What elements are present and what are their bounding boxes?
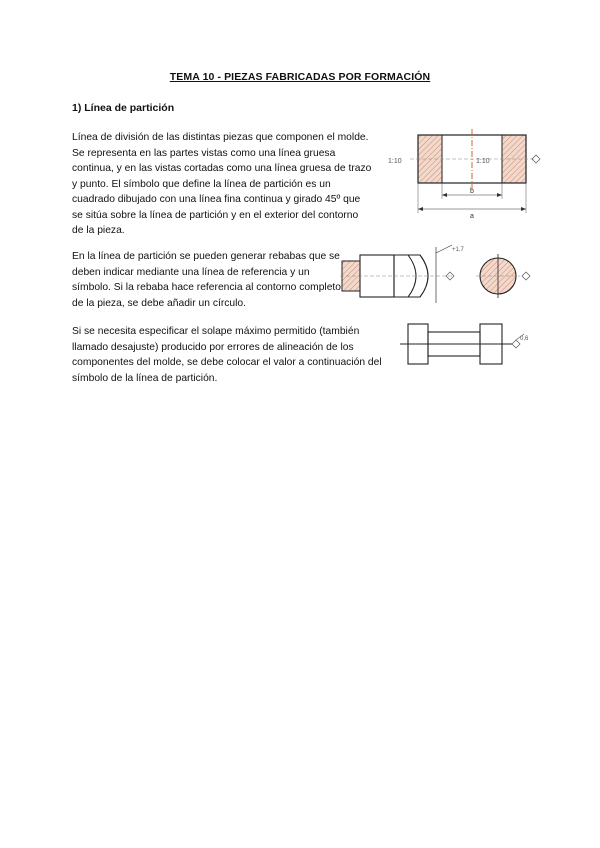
offset-figure (400, 318, 535, 368)
label-scale-left: 1:10 (388, 158, 402, 165)
paragraph-flash: En la línea de partición se pueden generar rebabas que se deben indicar mediante una línea de referencia y un símbolo. Si la rebaba hace referencia al contorno completo de la pieza, se debe añadir un círculo. (72, 251, 342, 309)
dimension-b: b (470, 188, 474, 195)
label-scale-center: 1:10 (476, 158, 490, 165)
paragraph-definition: Línea de división de las distintas piezas que componen el molde. Se representa en las partes vistas como una línea gruesa continua, y en las vistas cortadas como una línea gruesa de trazo y punto. El símbolo que define la línea de partición es un cuadrado dibujado con una línea fina continua y girado 45º que se sitúa sobre la línea de partición y en el exterior del contorno de la pieza. (72, 132, 372, 236)
dimension-a: a (470, 213, 474, 220)
flash-hatched-end (342, 261, 360, 291)
section-heading: 1) Línea de partición (72, 102, 175, 114)
offset-symbol (512, 340, 520, 348)
page-title: TEMA 10 - PIEZAS FABRICADAS POR FORMACIÓN (169, 71, 431, 83)
paragraph-offset: Si se necesita especificar el solape máximo permitido (también llamado desajuste) producido por errores de alineación de los componentes del molde, se debe colocar el valor a continuación del símbolo de la línea de partición. (72, 326, 382, 384)
flash-figure (340, 243, 535, 313)
label-flash: +1,7 (452, 247, 464, 253)
parting-line-figure (386, 125, 546, 225)
label-offset: 0,6 (520, 336, 529, 342)
